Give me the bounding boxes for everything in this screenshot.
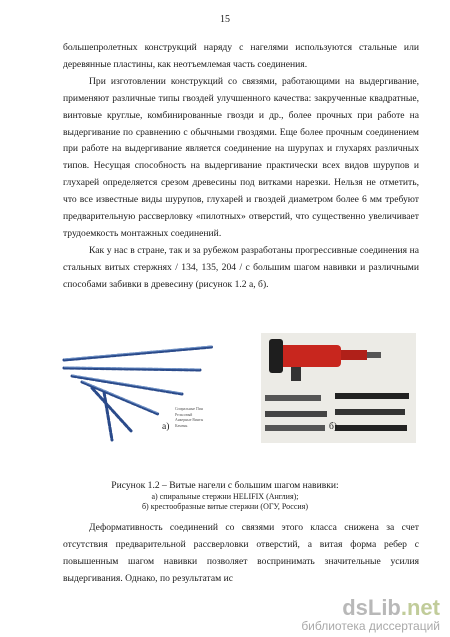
body-text-bottom [63,520,419,588]
paragraph-2: При изготовлении конструкций со связями, работающими на выдергивание, применяют различные типы гвоздей улучшенного качества: закрученные квадратные, винтовые круглые, комбинированные гвозди и др., более прочных при работе на выдергивание по сравнению с обычными гвоздями. Еще более прочным соединением при работе на выдергивание является соединение на шурупах и глухарях различных типов. Несущая способность на выдергивание практически всех видов шурупов и глухарей определяется срезом древесины под витками нарезки. Нельзя не отметить, что все известные виды шурупов, глухарей и гвоздей диаметром более 6 мм требуют предварительную рассверловку «пилотных» отверстий, что существенно увеличивает трудоемкость монтажных соединений. [63,75,419,239]
tool-and-rods-illustration [261,333,416,443]
figure-label-a: а) [162,421,170,432]
paragraph-1: большепролетных конструкций наряду с нагелями используются стальные или деревянные пластины, как неотъемлемая часть соединения. [63,42,419,70]
body-text-top [63,40,419,294]
legend-line: Спиральные Пин [175,407,203,411]
spiral-rod [104,392,112,440]
legend-line: Каменн. [175,423,189,428]
watermark-subtitle: библиотека диссертаций [301,619,440,633]
figure-legend [175,407,235,429]
figure-caption-b: б) крестообразные витые стержни (ОГУ, Россия) [141,502,309,511]
page-number: 15 [220,14,230,25]
figure-1-2 [62,327,420,442]
photo-cross-rods-tool [261,333,416,443]
watermark-logo: dsLib.net [342,595,440,620]
spiral-rod [64,347,212,360]
figure-caption: Рисунок 1.2 – Витые нагели с большим шагом навивки: [111,480,339,491]
paragraph-3: Как у нас в стране, так и за рубежом разработаны прогрессивные соединения на стальных витых стержнях / 134, 135, 204 / с большим шагом навивки и различными способами забивки в древесину (рисунок 1.2 а, б). [63,244,419,290]
photo-helifix-spirals [62,342,242,442]
paragraph-4: Деформативность соединений со связями этого класса снижена за счет отсутствия предварительной рассверловки отверстий, а витая форма ребер с повышенным шагом навивки позволяет воспринимать значительные усилия выдергивания. Однако, по результатам ис [63,522,419,584]
figure-label-b: б) [329,421,338,432]
watermark [301,597,440,633]
figure-caption-a: а) спиральные стержни HELIFIX (Англия); [151,492,299,501]
legend-line: Анкерные Винты [175,418,204,423]
legend-line: Рельсовый [175,412,193,417]
